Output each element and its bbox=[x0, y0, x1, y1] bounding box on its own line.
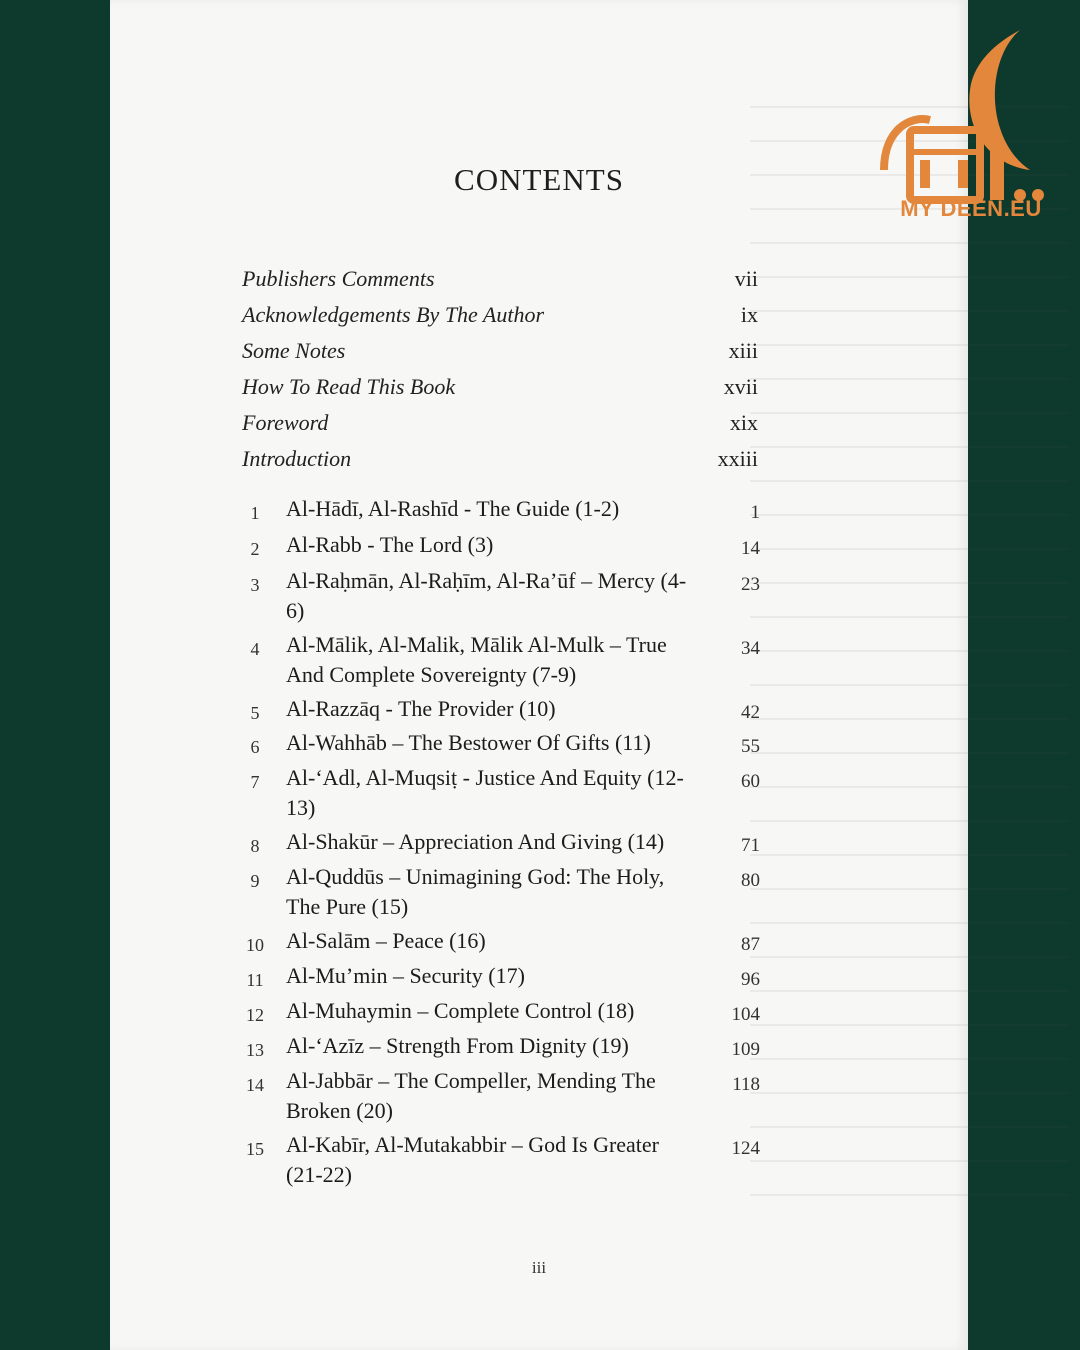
chapter-title: Al-Quddūs – Unimagining God: The Holy, The Pure (15) bbox=[286, 864, 665, 919]
front-matter-page: ix bbox=[740, 302, 758, 327]
chapter-number: 1 bbox=[250, 503, 260, 523]
front-matter-label: Publishers Comments bbox=[242, 266, 435, 291]
chapter-title: Al-Hādī, Al-Rashīd - The Guide (1-2) bbox=[286, 496, 620, 521]
chapter-title: Al-Rabb - The Lord (3) bbox=[286, 532, 494, 557]
chapter-page: 118 bbox=[732, 1074, 760, 1095]
chapter-number: 13 bbox=[246, 1040, 264, 1060]
chapter-number: 12 bbox=[246, 1005, 264, 1025]
front-matter-page: xiii bbox=[728, 338, 758, 363]
logo-text: MY DEEN.EU bbox=[900, 196, 1042, 221]
front-matter-label: How To Read This Book bbox=[242, 374, 456, 399]
front-matter-item bbox=[242, 410, 758, 444]
front-matter-page: xix bbox=[729, 410, 758, 435]
front-matter-page: xvii bbox=[723, 374, 758, 399]
front-matter-item bbox=[242, 374, 758, 408]
chapter-page: 1 bbox=[750, 502, 760, 523]
chapter-page: 87 bbox=[741, 934, 760, 955]
chapter-number: 5 bbox=[250, 703, 260, 723]
chapter-number: 14 bbox=[246, 1075, 264, 1095]
chapter-page: 104 bbox=[731, 1004, 760, 1025]
front-matter-label: Foreword bbox=[242, 410, 329, 435]
chapter-page: 96 bbox=[741, 969, 760, 990]
chapter-title: Al-Muhaymin – Complete Control (18) bbox=[286, 998, 635, 1023]
chapter-title: Al-Razzāq - The Provider (10) bbox=[286, 696, 556, 721]
chapter-page: 14 bbox=[741, 538, 760, 559]
chapter-page: 109 bbox=[731, 1039, 760, 1060]
show-through-text bbox=[750, 80, 1070, 1200]
front-matter-item bbox=[242, 338, 758, 372]
chapter-title: Al-Wahhāb – The Bestower Of Gifts (11) bbox=[286, 730, 651, 755]
chapter-number: 15 bbox=[246, 1139, 264, 1159]
chapter-title: Al-‘Adl, Al-Muqsiṭ - Justice And Equity (12-13) bbox=[286, 765, 684, 820]
page-folio: iii bbox=[531, 1258, 547, 1277]
chapter-title: Al-Raḥmān, Al-Raḥīm, Al-Ra’ūf – Mercy (4-6) bbox=[286, 568, 687, 623]
chapter-page: 42 bbox=[741, 702, 760, 723]
chapter-title: Al-Shakūr – Appreciation And Giving (14) bbox=[286, 829, 665, 854]
chapter-number: 8 bbox=[250, 836, 260, 856]
front-matter-label: Acknowledgements By The Author bbox=[242, 302, 545, 327]
chapter-page: 80 bbox=[741, 870, 760, 891]
chapter-page: 60 bbox=[741, 771, 760, 792]
chapter-title: Al-‘Azīz – Strength From Dignity (19) bbox=[286, 1033, 629, 1058]
front-matter-label: Some Notes bbox=[242, 338, 346, 363]
chapter-number: 6 bbox=[250, 737, 260, 757]
chapter-number: 9 bbox=[250, 871, 260, 891]
contents-heading: CONTENTS bbox=[454, 162, 624, 197]
front-matter-item bbox=[242, 302, 758, 336]
chapter-page: 34 bbox=[741, 638, 760, 659]
chapter-page: 71 bbox=[741, 835, 760, 856]
book-page bbox=[110, 0, 968, 1350]
chapter-number: 7 bbox=[250, 772, 260, 792]
chapter-number: 10 bbox=[246, 935, 264, 955]
chapter-title: Al-Mālik, Al-Malik, Mālik Al-Mulk – True And Complete Sovereignty (7-9) bbox=[286, 632, 667, 687]
chapter-number: 2 bbox=[250, 539, 260, 559]
chapter-page: 124 bbox=[731, 1138, 760, 1159]
chapter-title: Al-Jabbār – The Compeller, Mending The Broken (20) bbox=[286, 1068, 656, 1123]
chapter-number: 4 bbox=[250, 639, 260, 659]
chapter-page: 55 bbox=[741, 736, 760, 757]
chapter-title: Al-Salām – Peace (16) bbox=[286, 928, 486, 953]
front-matter-item bbox=[242, 266, 758, 300]
front-matter-page: vii bbox=[734, 266, 758, 291]
chapter-page: 23 bbox=[741, 574, 760, 595]
chapter-title: Al-Mu’min – Security (17) bbox=[286, 963, 525, 988]
chapter-number: 3 bbox=[250, 575, 260, 595]
front-matter-page: xxiii bbox=[717, 446, 758, 471]
chapter-number: 11 bbox=[246, 970, 264, 990]
front-matter-item bbox=[242, 446, 758, 480]
chapter-title: Al-Kabīr, Al-Mutakabbir – God Is Greater (21-22) bbox=[286, 1132, 660, 1187]
front-matter-label: Introduction bbox=[242, 446, 352, 471]
